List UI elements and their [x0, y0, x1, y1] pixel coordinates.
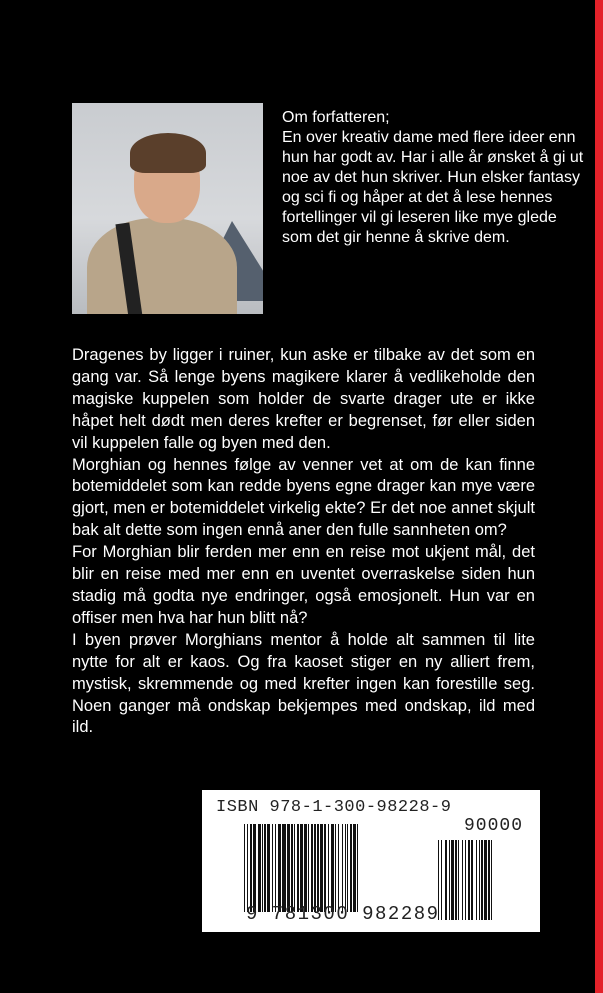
barcode-bars: [244, 824, 434, 912]
about-text: En over kreativ dame med flere ideer enn hun har godt av. Har i alle år ønsket å gi ut noe av det hun skriver. Hun elsker fantasy og sci fi og håper at det å lese hennes fortellinger vil gi leseren like mye glede som det gir henne å skrive dem.: [282, 129, 584, 246]
blurb-paragraph: Dragenes by ligger i ruiner, kun aske er tilbake av det som en gang var. Så lenge byens magikere klarer å vedlikeholde den magiske kuppelen som holder de svarte drager ute er ikke håpet helt dødt men deres krefter er begrenset, før eller siden vil kuppelen falle og byen med den.: [72, 346, 535, 452]
spine-stripe: [595, 0, 603, 993]
barcode-bar: [465, 840, 466, 920]
author-photo: [72, 103, 263, 314]
barcode-bar: [338, 824, 339, 912]
barcode-bar: [314, 824, 316, 912]
barcode-bar: [455, 840, 457, 920]
photo-jacket: [87, 218, 237, 314]
isbn-barcode: [202, 790, 540, 932]
blurb-paragraph: I byen prøver Morghians mentor å holde alt sammen til lite nytte for alt er kaos. Og fra kaoset stiger en ny alliert frem, mystisk, skremmende og med krefter ingen kan forestille seg. Noen ganger må ondskap bekjempes med ondskap, ild med ild.: [72, 630, 535, 737]
barcode-bar: [272, 824, 273, 912]
barcode-bar: [345, 824, 346, 912]
barcode-digits: 9 781300 982289: [246, 903, 440, 925]
barcode-bar: [264, 824, 266, 912]
barcode-bar: [297, 824, 299, 912]
price-addon: 90000: [464, 816, 524, 836]
barcode-bar: [468, 840, 470, 920]
blurb-paragraph: For Morghian blir ferden mer enn en reise mot ukjent mål, det blir en reise med mer enn en uventet overraskelse siden hun stadig må godta nye endringer, også emosjonelt. Hun var en offiser men hva har hun blitt nå?: [72, 543, 535, 627]
isbn-label: ISBN 978-1-300-98228-9: [216, 798, 452, 817]
barcode-bar: [282, 824, 286, 912]
about-author: [282, 108, 587, 248]
barcode-bar: [471, 840, 473, 920]
barcode-bar: [347, 824, 348, 912]
barcode-bar: [451, 840, 454, 920]
barcode-bar: [353, 824, 356, 912]
book-blurb: [72, 345, 535, 739]
barcode-bar: [449, 840, 450, 920]
barcode-bar: [311, 824, 313, 912]
barcode-bar: [458, 840, 459, 920]
barcode-bar: [481, 840, 483, 920]
barcode-bar: [335, 824, 336, 912]
barcode-bar: [304, 824, 307, 912]
addon-bars: [438, 840, 534, 920]
barcode-bar: [253, 824, 256, 912]
barcode-bar: [328, 824, 329, 912]
about-heading: Om forfatteren;: [282, 109, 390, 126]
barcode-bar: [331, 824, 334, 912]
barcode-bar: [291, 824, 293, 912]
barcode-bar: [324, 824, 326, 912]
photo-hair: [130, 133, 206, 173]
barcode-bar: [267, 824, 270, 912]
barcode-bar: [247, 824, 248, 912]
barcode-bar: [287, 824, 290, 912]
barcode-bar: [491, 840, 492, 920]
barcode-bar: [278, 824, 281, 912]
barcode-bar: [350, 824, 352, 912]
barcode-bar: [262, 824, 263, 912]
barcode-bar: [484, 840, 487, 920]
barcode-bar: [342, 824, 343, 912]
barcode-bar: [300, 824, 303, 912]
barcode-bar: [445, 840, 447, 920]
barcode-bar: [244, 824, 245, 912]
blurb-paragraph: Morghian og hennes følge av venner vet at om de kan finne botemiddelet som kan redde byens egne drager kan mye være gjort, men er botemiddelet virkelig ekte? Er det noe annet skjult bak alt dette som ingen ennå aner den fulle sannheten om?: [72, 455, 535, 540]
barcode-bar: [317, 824, 319, 912]
barcode-bar: [441, 840, 442, 920]
barcode-bar: [258, 824, 261, 912]
barcode-bar: [357, 824, 358, 912]
barcode-bar: [476, 840, 477, 920]
barcode-bar: [320, 824, 323, 912]
barcode-bar: [462, 840, 463, 920]
barcode-bar: [294, 824, 295, 912]
barcode-bar: [479, 840, 480, 920]
barcode-bar: [250, 824, 252, 912]
barcode-bar: [308, 824, 309, 912]
barcode-bar: [275, 824, 276, 912]
barcode-bar: [488, 840, 490, 920]
